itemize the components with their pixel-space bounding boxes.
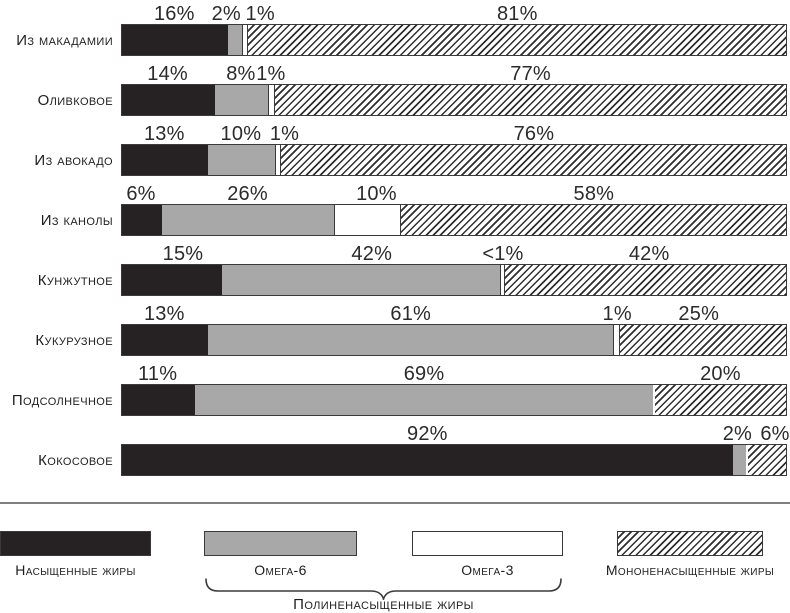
percent-label: 14% <box>147 63 188 85</box>
percent-label: 42% <box>628 243 670 265</box>
percent-labels <box>121 242 787 264</box>
stacked-bar <box>121 324 787 356</box>
percent-label: 2% <box>211 3 241 25</box>
oil-label: Кукурузное <box>35 331 113 349</box>
bar-area <box>121 302 787 356</box>
percent-label: 16% <box>153 3 195 25</box>
segment-mono <box>653 385 786 415</box>
percent-label: 13% <box>143 123 185 145</box>
oil-label: Подсолнечное <box>11 391 113 409</box>
stacked-bar <box>121 264 787 296</box>
segment-omega6 <box>195 385 653 415</box>
percent-labels <box>121 422 790 445</box>
segment-omega3 <box>268 85 275 115</box>
segment-saturated <box>122 445 733 475</box>
segment-mono <box>620 325 786 355</box>
segment-omega3 <box>334 205 400 235</box>
segment-saturated <box>122 385 195 415</box>
bar-row <box>0 362 790 416</box>
segment-omega6 <box>208 145 274 175</box>
oil-label: Из канолы <box>40 211 113 229</box>
oil-label: Кокосовое <box>38 451 113 469</box>
bar-row <box>0 62 790 116</box>
stacked-bar <box>121 204 787 236</box>
percent-label: 1% <box>269 123 300 145</box>
percent-label: 1% <box>602 303 632 325</box>
bar-row <box>0 242 790 296</box>
bar-area <box>121 242 787 296</box>
percent-label: 10% <box>356 183 397 205</box>
percent-label: 1% <box>245 3 275 25</box>
polyunsaturated-group-label: Полиненасыщенные жиры <box>293 596 474 613</box>
percent-label: 13% <box>143 303 185 325</box>
percent-labels <box>121 62 787 84</box>
segment-saturated <box>122 265 222 295</box>
percent-label: 8% <box>226 63 256 85</box>
segment-omega6 <box>733 445 746 475</box>
segment-omega3 <box>242 25 249 55</box>
percent-label: 77% <box>510 63 551 85</box>
percent-label: 11% <box>138 363 178 385</box>
bar-area <box>121 182 787 236</box>
segment-mono <box>248 25 786 55</box>
legend-label-mono: Мононенасыщенные жиры <box>605 562 775 578</box>
segment-mono <box>281 145 786 175</box>
bar-area <box>121 62 787 116</box>
segment-omega6 <box>215 85 268 115</box>
segment-mono <box>401 205 786 235</box>
segment-omega6 <box>162 205 335 235</box>
percent-label: 42% <box>351 243 393 265</box>
chart-legend <box>0 512 790 613</box>
percent-label: 10% <box>220 123 262 145</box>
bar-area <box>121 422 790 476</box>
bar-row <box>0 122 790 176</box>
legend-swatch-omega6-icon <box>204 531 357 556</box>
bar-row <box>0 182 790 236</box>
percent-label: 1% <box>256 63 286 85</box>
percent-label: 20% <box>700 363 741 385</box>
percent-label: 6% <box>126 183 156 205</box>
oil-label: Кунжутное <box>37 271 113 289</box>
segment-omega3 <box>613 325 620 355</box>
segment-mono <box>275 85 786 115</box>
legend-label-omega3: Омега-3 <box>461 562 514 578</box>
percent-labels <box>121 182 787 204</box>
stacked-bar <box>121 84 787 116</box>
percent-label: <1% <box>482 243 524 265</box>
separator-line <box>0 502 790 504</box>
percent-labels <box>121 362 787 384</box>
legend-label-omega6: Омега-6 <box>254 562 307 578</box>
percent-label: 26% <box>227 183 268 205</box>
stacked-bar <box>121 384 787 416</box>
legend-item-omega6 <box>204 531 357 578</box>
percent-label: 58% <box>573 183 615 205</box>
percent-label: 15% <box>162 243 204 265</box>
legend-item-omega3 <box>412 531 563 578</box>
percent-label: 76% <box>513 123 555 145</box>
percent-labels <box>121 2 787 24</box>
percent-label: 69% <box>403 363 445 385</box>
percent-label: 92% <box>407 423 448 445</box>
legend-item-mono <box>605 531 775 578</box>
oil-label: Из макадамии <box>16 31 113 49</box>
segment-omega6 <box>228 25 241 55</box>
oil-label: Оливковое <box>37 91 113 109</box>
bar-row <box>0 302 790 356</box>
percent-label: 61% <box>390 303 432 325</box>
bar-area <box>121 122 787 176</box>
percent-label: 81% <box>496 3 538 25</box>
segment-saturated <box>122 25 228 55</box>
percent-label: 6% <box>760 423 790 445</box>
percent-label: 25% <box>678 303 720 325</box>
stacked-bar <box>121 444 787 476</box>
segment-omega6 <box>208 325 613 355</box>
bar-row <box>0 2 790 56</box>
bar-area <box>121 362 787 416</box>
legend-item-saturated <box>0 531 151 578</box>
segment-saturated <box>122 325 208 355</box>
bar-row <box>0 422 790 476</box>
percent-labels <box>121 122 787 144</box>
segment-omega3 <box>275 145 282 175</box>
segment-omega6 <box>222 265 501 295</box>
legend-swatch-saturated-icon <box>0 531 151 556</box>
segment-mono <box>746 445 786 475</box>
legend-swatch-mono-icon <box>617 531 763 556</box>
oil-label: Из авокадо <box>34 151 113 169</box>
stacked-bar <box>121 24 787 56</box>
stacked-bar <box>121 144 787 176</box>
bar-area <box>121 2 787 56</box>
segment-mono <box>505 265 786 295</box>
segment-saturated <box>122 145 208 175</box>
percent-label: 2% <box>722 423 753 445</box>
legend-label-saturated: Насыщенные жиры <box>15 562 136 578</box>
legend-swatch-omega3-icon <box>412 531 563 556</box>
percent-labels <box>121 302 787 324</box>
segment-saturated <box>122 205 162 235</box>
segment-saturated <box>122 85 215 115</box>
